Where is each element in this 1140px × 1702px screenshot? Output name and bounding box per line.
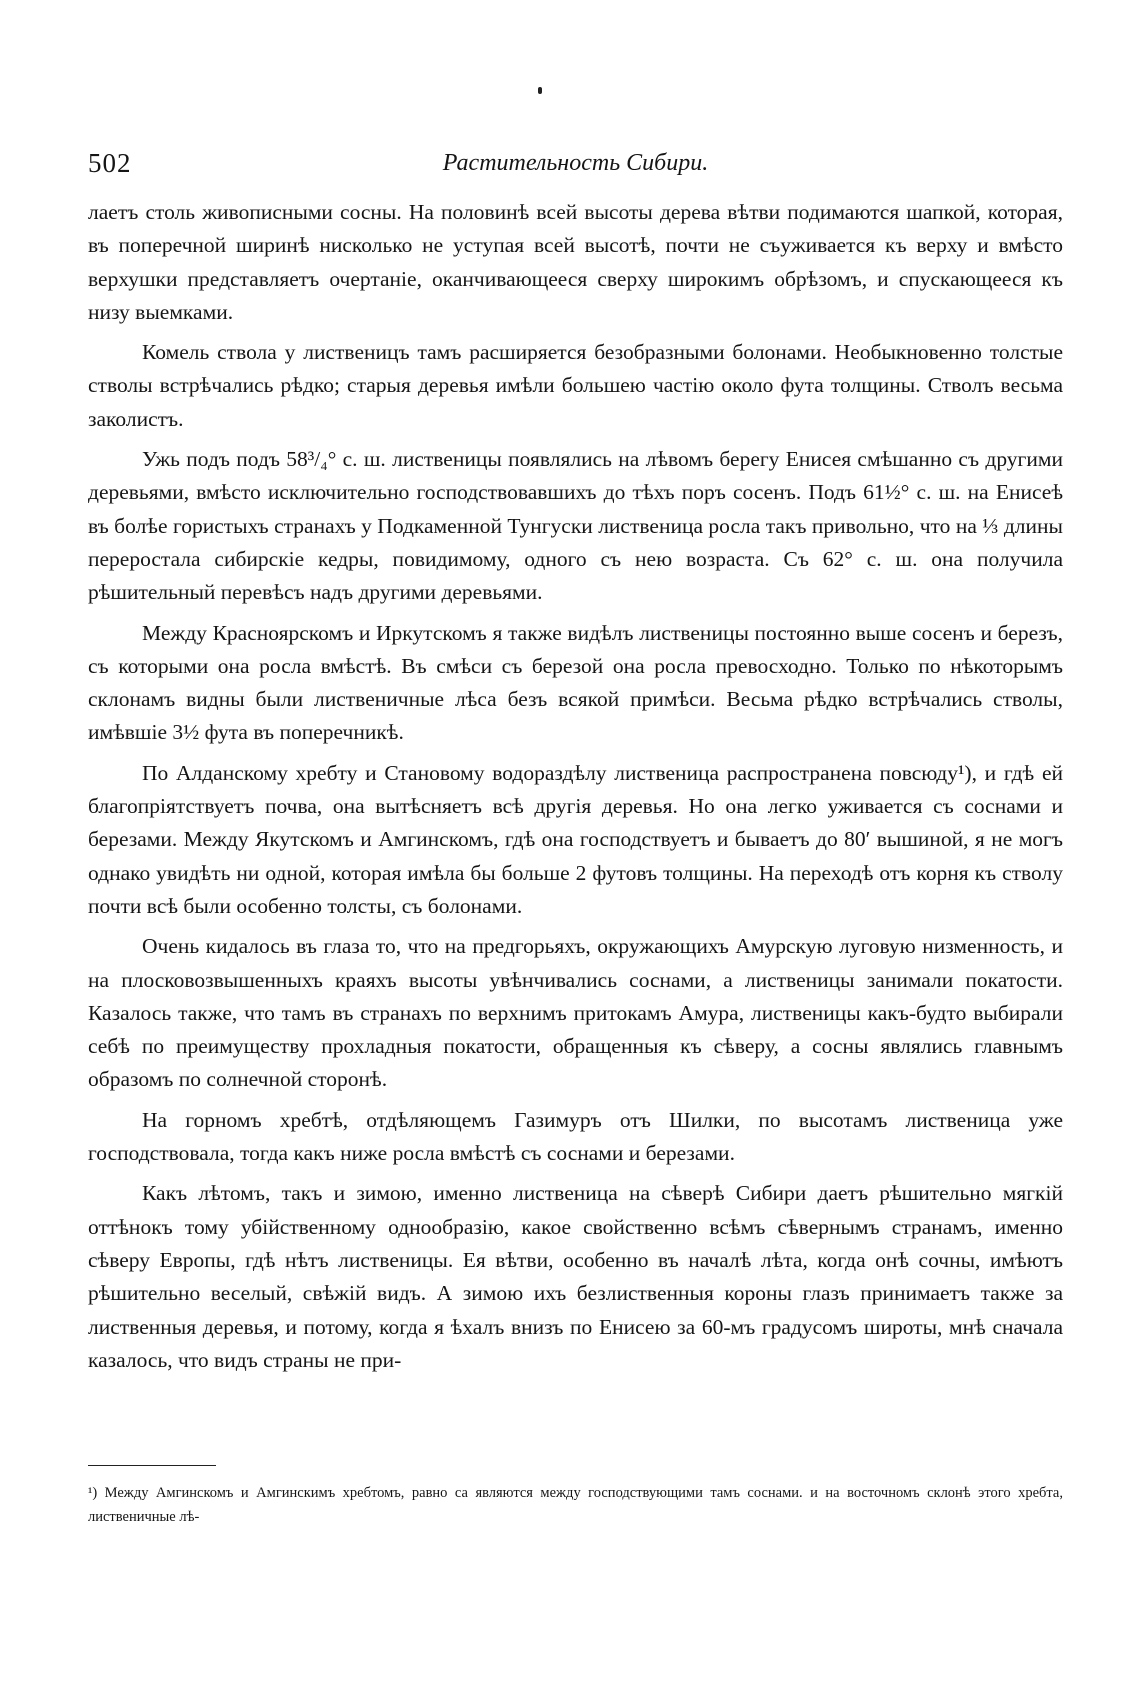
paragraph: На горномъ хребтѣ, отдѣляющемъ Газимуръ отъ Шилки, по высотамъ лиственица уже господствовала, тогда какъ ниже росла вмѣстѣ съ соснами и березами. (88, 1107, 1063, 1166)
running-title: Растительность Сибири. (442, 150, 709, 176)
footnote-divider (88, 1465, 216, 1466)
page-number: 502 (88, 148, 132, 178)
footnotes (88, 1481, 1063, 1529)
ink-speck (538, 87, 542, 94)
paragraph: Очень кидалось въ глаза то, что на предгорьяхъ, окружающихъ Амурскую луговую низменность, и на плосковозвышенныхъ краяхъ высоты увѣнчивались соснами, а лиственицы занимали покатости. Казалось также, что тамъ въ странахъ по верхнимъ притокамъ Амура, лиственицы какъ-будто выбирали себѣ по преимуществу прохладныя покатости, обращенныя къ сѣверу, а сосны являлись главнымъ образомъ по солнечной сторонѣ. (88, 934, 1063, 1092)
footnote: ¹) Между Амгинскомъ и Амгинскимъ хребтомъ, равно са являются между господствующими тамъ соснами. и на восточномъ склонѣ этого хребта, лиственичные лѣ- (88, 1485, 1063, 1525)
paragraph: Комель ствола у лиственицъ тамъ расширяется безобразными болонами. Необыкновенно толстые стволы встрѣчались рѣдко; старыя деревья имѣли большею частію около фута толщины. Стволъ весьма заколистъ. (88, 340, 1063, 431)
paragraph: По Алданскому хребту и Становому водораздѣлу лиственица распространена повсюду¹), и гдѣ ей благопріятствуетъ почва, она вытѣсняетъ всѣ другія деревья. Но она легко уживается съ соснами и березами. Между Якутскомъ и Амгинскомъ, гдѣ она господствуетъ и бываетъ до 80′ вышиной, я не могъ однако увидѣть ни одной, которая имѣла бы больше 2 футовъ толщины. На переходѣ отъ корня къ стволу почти всѣ были особенно толсты, съ болонами. (88, 760, 1063, 918)
page-header (88, 148, 1063, 188)
paragraph: Какъ лѣтомъ, такъ и зимою, именно лиственица на сѣверѣ Сибири даетъ рѣшительно мягкій оттѣнокъ тому убійственному однообразію, какое свойственно всѣмъ сѣвернымъ странамъ, именно сѣверу Европы, гдѣ нѣтъ лиственицы. Ея вѣтви, особенно въ началѣ лѣта, когда онѣ сочны, имѣютъ рѣшительно веселый, свѣжій видъ. А зимою ихъ безлиственныя короны глазъ принимаетъ также за лиственныя деревья, и потому, когда я ѣхалъ внизъ по Енисею за 60-мъ градусомъ широты, мнѣ сначала казалось, что видъ страны не при- (88, 1181, 1063, 1372)
paragraph: лаетъ столь живописными сосны. На половинѣ всей высоты дерева вѣтви подимаются шапкой, которая, въ поперечной ширинѣ нисколько не уступая всей высотѣ, почти не съуживается къ верху и вмѣсто верхушки представляетъ очертаніе, оканчивающееся сверху широкимъ обрѣзомъ, и спускающееся къ низу выемками. (88, 200, 1063, 324)
paragraph: Между Красноярскомъ и Иркутскомъ я также видѣлъ лиственицы постоянно выше сосенъ и березъ, съ которыми она росла вмѣстѣ. Въ смѣси съ березой она росла превосходно. Только по нѣкоторымъ склонамъ видны были лиственичные лѣса безъ всякой примѣси. Весьма рѣдко встрѣчались стволы, имѣвшіе 3½ фута въ поперечникѣ. (88, 620, 1063, 745)
paragraph: Ужь подъ подъ 58³/₄° с. ш. лиственицы появлялись на лѣвомъ берегу Енисея смѣшанно съ другими деревьями, вмѣсто исключительно господствовавшихъ до тѣхъ поръ сосенъ. Подъ 61½° с. ш. на Енисеѣ въ болѣе гористыхъ странахъ у Подкаменной Тунгуски лиственица росла такъ привольно, что на ⅓ длины переростала сибирскіе кедры, повидимому, одного съ нею возраста. Съ 62° с. ш. она получила рѣшительный перевѣсъ надъ другими деревьями. (88, 447, 1063, 605)
main-text (88, 196, 1063, 1384)
